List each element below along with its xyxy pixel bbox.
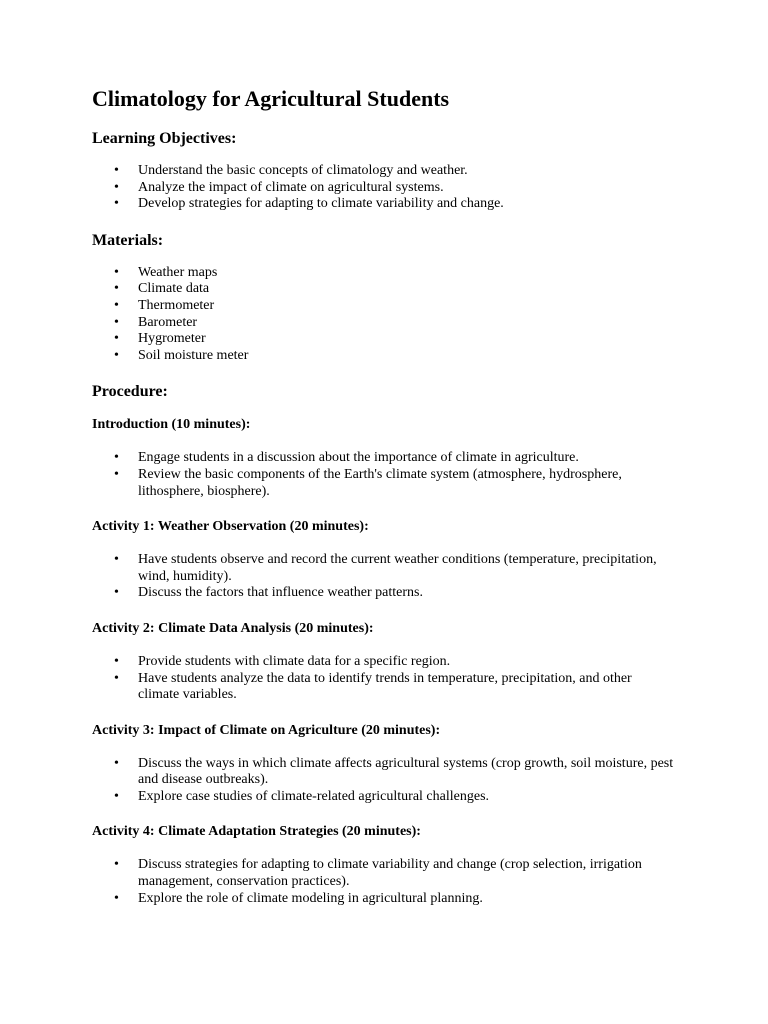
list-item: • Provide students with climate data for a specific region. <box>92 654 676 671</box>
subheading-activity-2: Activity 2: Climate Data Analysis (20 minutes): <box>92 620 374 636</box>
list-item: • Hygrometer <box>92 331 676 348</box>
list-item: • Thermometer <box>92 298 676 315</box>
list-item: • Analyze the impact of climate on agricultural systems. <box>92 180 676 197</box>
section-heading-procedure: Procedure: <box>92 383 168 401</box>
activity-3-list <box>92 756 676 806</box>
section-heading-materials: Materials: <box>92 231 164 249</box>
list-item: • Engage students in a discussion about the importance of climate in agriculture. <box>92 450 676 467</box>
list-item: • Understand the basic concepts of climatology and weather. <box>92 163 676 180</box>
list-item: • Weather maps <box>92 265 676 282</box>
list-item: • Explore the role of climate modeling in agricultural planning. <box>92 891 676 908</box>
section-heading-learning-objectives: Learning Objectives: <box>92 130 237 147</box>
list-item: • Develop strategies for adapting to climate variability and change. <box>92 196 676 213</box>
activity-2-list <box>92 654 676 704</box>
subheading-activity-1: Activity 1: Weather Observation (20 minutes): <box>92 519 369 535</box>
list-item: • Explore case studies of climate-related agricultural challenges. <box>92 789 676 806</box>
introduction-list <box>92 450 676 500</box>
list-item: • Barometer <box>92 315 676 332</box>
document-title: Climatology for Agricultural Students <box>92 86 450 111</box>
list-item: • Have students analyze the data to identify trends in temperature, precipitation, and other climate variables. <box>92 671 676 704</box>
list-item: • Discuss strategies for adapting to climate variability and change (crop selection, irrigation management, conservation practices). <box>92 857 676 890</box>
subheading-activity-3: Activity 3: Impact of Climate on Agriculture (20 minutes): <box>92 722 441 738</box>
materials-list <box>92 265 676 365</box>
list-item: • Climate data <box>92 281 676 298</box>
list-item: • Review the basic components of the Earth's climate system (atmosphere, hydrosphere, lithosphere, biosphere). <box>92 467 676 500</box>
list-item: • Soil moisture meter <box>92 348 676 365</box>
activity-1-list <box>92 552 676 602</box>
list-item: • Discuss the factors that influence weather patterns. <box>92 585 676 602</box>
list-item: • Have students observe and record the current weather conditions (temperature, precipitation, wind, humidity). <box>92 552 676 585</box>
subheading-introduction: Introduction (10 minutes): <box>92 417 251 433</box>
learning-objectives-list <box>92 163 676 213</box>
activity-4-list <box>92 857 676 907</box>
list-item: • Discuss the ways in which climate affects agricultural systems (crop growth, soil moisture, pest and disease outbreaks). <box>92 756 676 789</box>
subheading-activity-4: Activity 4: Climate Adaptation Strategies (20 minutes): <box>92 824 421 840</box>
